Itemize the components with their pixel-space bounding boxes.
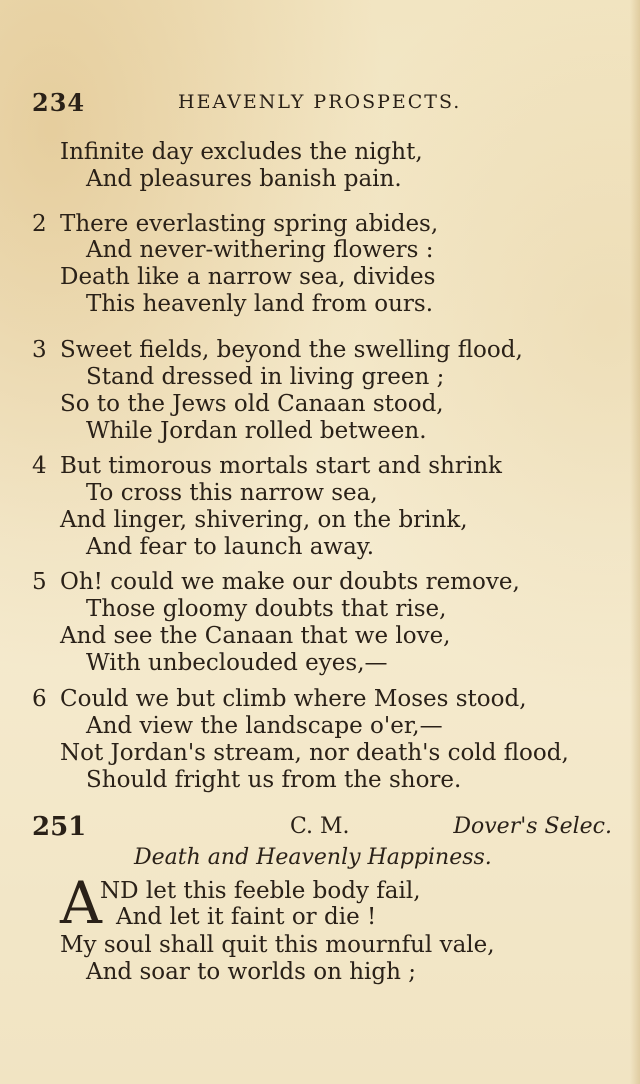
verse-line: While Jordan rolled between. (86, 418, 427, 444)
verse-line: ND let this feeble body fail, (100, 878, 421, 904)
verse-line: And see the Canaan that we love, (60, 623, 451, 649)
verse-line: This heavenly land from ours. (86, 291, 433, 317)
page-edge-shadow (630, 0, 640, 1084)
verse-line: But timorous mortals start and shrink (60, 453, 502, 479)
verse-line: There everlasting spring abides, (60, 211, 439, 237)
verse-number: 5 (32, 569, 47, 595)
verse-line: Death like a narrow sea, divides (60, 264, 436, 290)
verse-line: And soar to worlds on high ; (86, 959, 416, 985)
verse-line: Not Jordan's stream, nor death's cold flood, (60, 740, 569, 766)
verse-number: 4 (32, 453, 47, 479)
page-header (32, 88, 472, 122)
verse-line: Should fright us from the shore. (86, 767, 462, 793)
verse-line: And let it faint or die ! (116, 904, 377, 930)
verse-line: Oh! could we make our doubts remove, (60, 569, 520, 595)
hymn-meter: C. M. (290, 814, 350, 839)
verse-line: So to the Jews old Canaan stood, (60, 391, 444, 417)
verse-line: And linger, shivering, on the brink, (60, 507, 468, 533)
verse-number: 2 (32, 211, 47, 237)
verse-line: My soul shall quit this mournful vale, (60, 932, 495, 958)
running-head: HEAVENLY PROSPECTS. (178, 91, 462, 113)
drop-cap: A (60, 869, 102, 937)
verse-line: With unbeclouded eyes,— (86, 650, 388, 676)
page-number: 234 (32, 88, 86, 117)
hymn-number: 251 (32, 812, 87, 842)
verse-number: 3 (32, 337, 47, 363)
verse-line: Those gloomy doubts that rise, (86, 596, 447, 622)
hymn-heading (32, 812, 612, 844)
verse-line: Stand dressed in living green ; (86, 364, 445, 390)
verse-line: Could we but climb where Moses stood, (60, 686, 527, 712)
verse-number: 6 (32, 686, 47, 712)
verse-line: Sweet fields, beyond the swelling flood, (60, 337, 523, 363)
hymn-tune: Dover's Selec. (453, 814, 612, 839)
verse-line: Infinite day excludes the night, (60, 139, 423, 165)
hymn-title: Death and Heavenly Happiness. (134, 845, 492, 870)
verse-line: And fear to launch away. (86, 534, 375, 560)
verse-line: And never-withering flowers : (86, 237, 434, 263)
verse-line: To cross this narrow sea, (86, 480, 378, 506)
verse-line: And pleasures banish pain. (86, 166, 402, 192)
verse-line: And view the landscape o'er,— (86, 713, 443, 739)
